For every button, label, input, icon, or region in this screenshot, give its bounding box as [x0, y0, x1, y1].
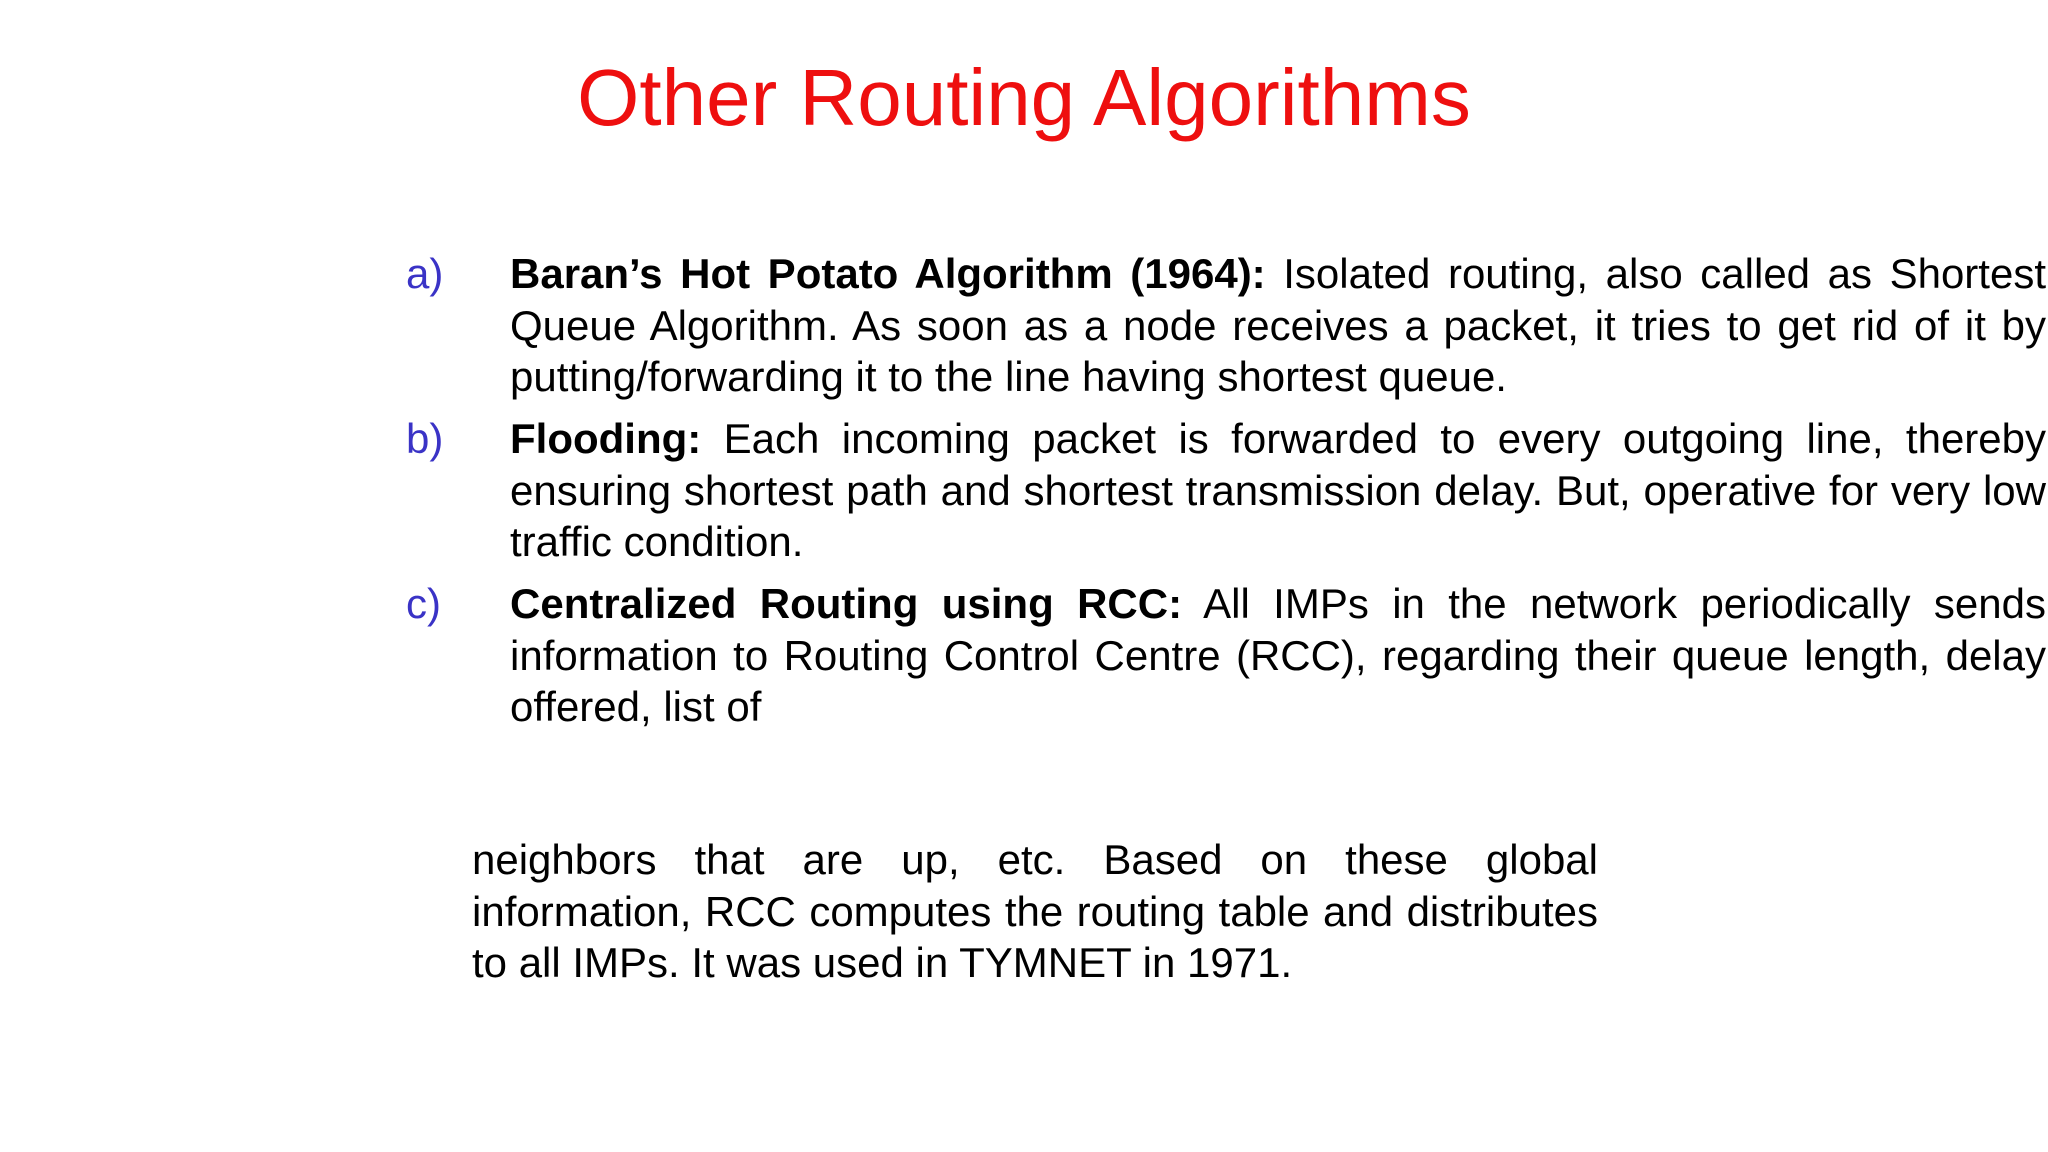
item-heading-baran: Baran’s Hot Potato Algorithm (1964): [510, 250, 1266, 297]
list-item-body-c [510, 578, 2046, 733]
list-item-body-a [510, 248, 2046, 403]
continuation-paragraph: neighbors that are up, etc. Based on these global information, RCC computes the routing table and distributes to all IMPs. It was used in TYMNET in 1971. [472, 836, 1598, 986]
item-heading-rcc: Centralized Routing using RCC: [510, 580, 1183, 627]
list-item-body-b [510, 413, 2046, 568]
item-text-baran: Isolated routing, also called as Shortest Queue Algorithm. As soon as a node receives a packet, it tries to get rid of it by putting/forwarding it to the line having shortest queue. [510, 250, 2046, 400]
item-heading-flooding: Flooding: [510, 415, 702, 462]
item-text-rcc: All IMPs in the network periodically sends information to Routing Control Centre (RCC), regarding their queue length, delay offered, list of [510, 580, 2046, 730]
list-marker-c: c) [406, 580, 441, 627]
slide-title: Other Routing Algorithms [577, 53, 1471, 142]
list-marker-a: a) [406, 250, 444, 297]
list-marker-b: b) [406, 415, 444, 462]
item-text-flooding: Each incoming packet is forwarded to every outgoing line, thereby ensuring shortest path and shortest transmission delay. But, operative for very low traffic condition. [510, 415, 2046, 565]
